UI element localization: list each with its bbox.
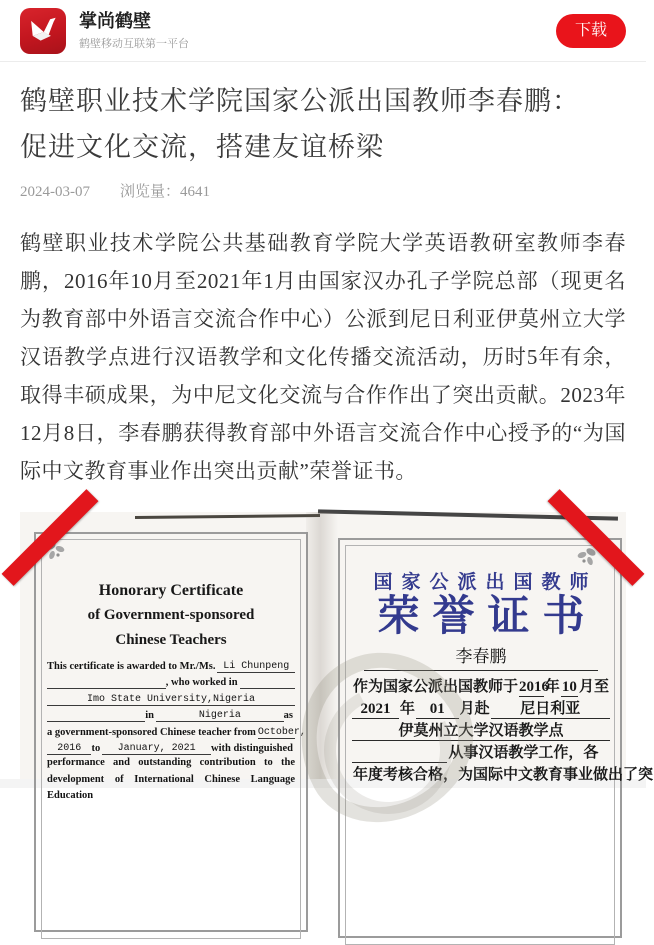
origami-crane-icon [24, 9, 62, 52]
form-label: , who worked in [165, 677, 238, 688]
form-row [352, 763, 654, 785]
article-meta [20, 182, 626, 202]
form-text-line: development of International Chinese Language Education [47, 773, 295, 801]
form-row [47, 673, 295, 690]
form-row [352, 741, 610, 763]
form-label: to [91, 743, 101, 754]
form-label: 年 [399, 701, 415, 717]
form-row [47, 706, 295, 723]
right-certificate-form [352, 675, 654, 785]
form-label: 从事汉语教学工作，各 [448, 745, 599, 761]
form-label: with distinguished [211, 743, 293, 754]
form-row [352, 675, 610, 697]
form-label: 月至 [578, 679, 609, 695]
form-filled-value: 01 [416, 701, 459, 719]
form-row [47, 739, 295, 756]
right-certificate [352, 572, 654, 785]
form-label: in [145, 710, 154, 721]
left-heading-line: Honorary Certificate [98, 582, 244, 599]
title-line-1: 鹤壁职业技术学院国家公派出国教师李春鹏： [20, 86, 580, 116]
form-blank [47, 721, 145, 722]
page-fold-shadow [306, 512, 338, 779]
photo-top-edge-left [135, 514, 320, 519]
form-filled-value: January, 2021 [102, 743, 211, 755]
form-filled-value: October, [257, 726, 306, 738]
view-count: 浏览量：4641 [120, 184, 211, 200]
form-label: 作为国家公派出国教师于 [353, 679, 519, 695]
form-filled-value: Imo State University,Nigeria [47, 694, 295, 706]
awardee-name: 李春鹏 [364, 646, 598, 671]
right-heading-small: 国家公派出国教师 [373, 572, 598, 593]
app-header-text [79, 10, 556, 51]
left-heading-line: Chinese Teachers [115, 632, 227, 648]
right-heading-large: 荣誉证书 [377, 594, 598, 640]
form-filled-value: 2016 [47, 743, 91, 755]
form-row [352, 697, 610, 719]
form-row [47, 722, 306, 739]
form-label: 月赴 [459, 701, 490, 717]
form-filled-value: Li Chunpeng [217, 661, 295, 673]
form-label: This certificate is awarded to Mr./Ms. [47, 660, 216, 672]
form-label: 年度考核合格，为国际中文教育事业做出了突 [353, 767, 654, 783]
title-line-2: 促进文化交流，搭建友谊桥梁 [20, 132, 384, 162]
certificate-photo[interactable] [20, 512, 654, 801]
article [0, 78, 654, 801]
form-filled-value: 伊莫州立大学汉语教学点 [352, 719, 610, 741]
form-filled-value: 2021 [352, 701, 399, 719]
form-filled-value: 10 [561, 679, 577, 695]
form-blank [47, 688, 166, 689]
app-tagline: 鹤壁移动互联第一平台 [79, 38, 189, 50]
left-heading-line: of Government-sponsored [87, 607, 255, 623]
form-row [47, 689, 295, 706]
publish-date: 2024-03-07 [20, 184, 90, 200]
form-row [352, 719, 610, 741]
form-filled-value: 2016 [519, 679, 550, 695]
form-blank [240, 688, 295, 689]
form-filled-value: 尼日利亚 [491, 697, 610, 719]
app-header [0, 0, 646, 62]
form-text-line: performance and outstanding contribution to the [47, 757, 295, 768]
app-logo[interactable] [20, 8, 66, 54]
form-label: as [283, 710, 293, 721]
page-title [20, 78, 626, 170]
download-button[interactable]: 下载 [556, 14, 626, 48]
article-body: 鹤壁职业技术学院公共基础教育学院大学英语教研室教师李春鹏，2016年10月至2021年1月由国家汉办孔子学院总部（现更名为教育部中外语言交流合作中心）公派到尼日利亚伊莫州立大学汉语教学点进行汉语教学和文化传播交流活动，历时5年有余，取得丰硕成果，为中尼文化交流与合作作出了突出贡献。2023年12月8日，李春鹏获得教育部中外语言交流合作中心授予的“为国际中文教育事业作出突出贡献”荣誉证书。 [20, 231, 626, 483]
left-certificate-heading [48, 578, 294, 653]
form-label: 年 [544, 679, 560, 695]
form-filled-value: Nigeria [156, 710, 284, 722]
form-label: a government-sponsored Chinese teacher from [47, 726, 256, 738]
form-row [47, 656, 295, 673]
app-name: 掌尚鹤壁 [79, 11, 151, 31]
left-certificate-form [47, 656, 306, 801]
